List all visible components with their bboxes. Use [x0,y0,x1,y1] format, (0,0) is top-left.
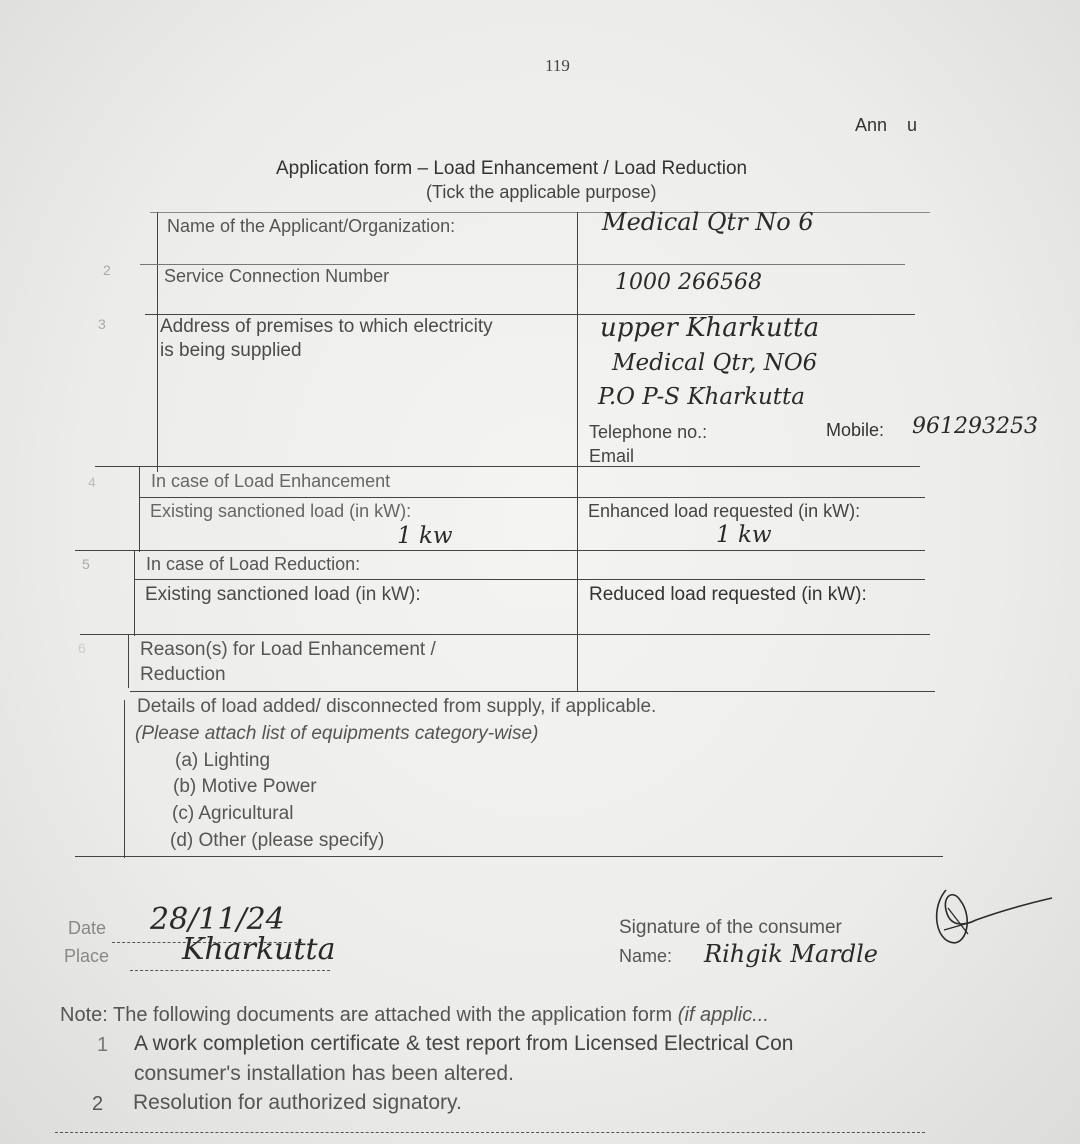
email-label: Email [589,446,635,466]
row-number: 5 [82,556,90,572]
signature-label: Signature of the consumer [619,917,842,938]
place-value: Kharkutta [182,932,336,967]
annexure-label: Ann u [855,115,918,135]
table-left-border [124,700,125,858]
row-divider [140,264,905,265]
telephone-label: Telephone no.: [589,422,708,442]
table-middle-border [577,212,578,692]
details-line1: Details of load added/ disconnected from supply, if applicable. [137,696,657,717]
form-title: Application form – Load Enhancement / Load Reduction [276,158,748,179]
details-item-lighting: (a) Lighting [175,750,271,771]
applicant-name-value: Medical Qtr No 6 [602,208,814,236]
consumer-name-value: Rihgik Mardle [704,940,879,968]
row-divider [95,466,920,467]
reason-label-line1: Reason(s) for Load Enhancement / [140,639,436,660]
details-line2: (Please attach list of equipments category-wise) [135,723,539,744]
enhanced-load-value: 1 kw [716,522,772,548]
reduction-heading: In case of Load Reduction: [146,554,361,574]
row-divider [140,497,925,498]
mobile-value: 961293253 [912,414,1038,439]
table-left-border [157,212,158,472]
row-divider [75,550,925,551]
service-connection-value: 1000 266568 [615,270,762,295]
enhancement-heading: In case of Load Enhancement [151,471,391,491]
table-left-border [134,550,135,636]
note-item2-text: Resolution for authorized signatory. [133,1091,462,1114]
note-item1-line1: A work completion certificate & test report from Licensed Electrical Con [134,1032,794,1055]
place-label: Place [64,946,110,966]
note-heading [60,1004,769,1027]
applicant-name-label: Name of the Applicant/Organization: [167,216,456,236]
details-item-agricultural: (c) Agricultural [172,803,294,824]
note-item1-number: 1 [97,1034,109,1056]
table-bottom-border [75,856,943,857]
reduction-existing-label: Existing sanctioned load (in kW): [145,584,421,605]
date-value: 28/11/24 [150,902,285,937]
details-item-other: (d) Other (please specify) [170,830,385,851]
note-text-italic: (if applic... [677,1004,769,1026]
service-connection-label: Service Connection Number [164,266,390,286]
consumer-name-label: Name: [619,946,673,966]
address-value-line2: Medical Qtr, NO6 [612,350,818,376]
row-divider [80,634,930,635]
row-number: 2 [103,262,111,278]
note-text: The following documents are attached with the application form [113,1004,673,1026]
existing-load-value: 1 kw [397,523,453,549]
page-number: 119 [545,56,570,75]
mobile-label: Mobile: [826,420,885,440]
consumer-signature-mark [928,878,1056,950]
date-label: Date [68,918,107,938]
reduced-load-label: Reduced load requested (in kW): [589,584,867,605]
address-value-line1: upper Kharkutta [600,313,820,343]
reason-label-line2: Reduction [140,664,226,685]
address-label-line1: Address of premises to which electricity [160,316,493,337]
bottom-dashed-line [55,1132,925,1133]
form-subtitle: (Tick the applicable purpose) [426,182,657,202]
details-item-motive-power: (b) Motive Power [173,776,317,797]
note-item1-line2: consumer's installation has been altered. [134,1062,514,1085]
row-number: 6 [78,640,86,656]
row-number: 3 [98,316,106,332]
place-line [130,970,330,971]
row-divider [135,579,925,580]
existing-load-label: Existing sanctioned load (in kW): [150,501,412,521]
table-left-border [128,634,129,688]
row-number: 4 [88,474,96,490]
note-label: Note: [60,1004,108,1026]
address-label-line2: is being supplied [160,340,302,361]
address-value-line3: P.O P-S Kharkutta [598,384,805,410]
enhanced-load-label: Enhanced load requested (in kW): [588,501,861,521]
note-item2-number: 2 [92,1093,104,1115]
row-divider [130,691,935,692]
table-left-border [139,466,140,552]
